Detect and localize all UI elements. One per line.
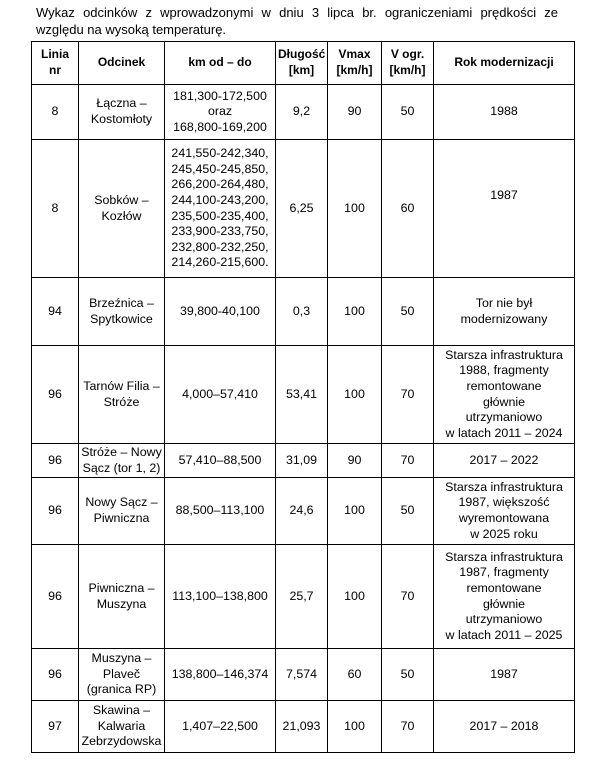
header-vmax: Vmax [km/h] — [328, 42, 382, 85]
cell-dlugosc: 0,3 — [276, 278, 328, 346]
header-linia: Linia nr — [32, 42, 79, 85]
cell-km: 4,000–57,410 — [165, 346, 276, 444]
cell-km: 113,100–138,800 — [165, 545, 276, 649]
cell-odcinek: Sobków – Kozłów — [79, 140, 165, 278]
cell-km: 138,800–146,374 — [165, 649, 276, 701]
table-row — [32, 545, 575, 649]
cell-dlugosc: 6,25 — [276, 140, 328, 278]
table-row — [32, 444, 575, 478]
cell-linia: 97 — [32, 701, 79, 753]
header-odcinek: Odcinek — [79, 42, 165, 85]
cell-rok: 1987 — [434, 140, 575, 278]
cell-vogr: 50 — [382, 85, 434, 140]
header-rok: Rok modernizacji — [434, 42, 575, 85]
cell-vmax: 100 — [328, 140, 382, 278]
cell-vmax: 100 — [328, 346, 382, 444]
table-row — [32, 649, 575, 701]
cell-dlugosc: 9,2 — [276, 85, 328, 140]
cell-dlugosc: 24,6 — [276, 478, 328, 545]
cell-dlugosc: 25,7 — [276, 545, 328, 649]
cell-rok: Starsza infrastruktura 1987, fragmenty remontowane głównie utrzymaniowo w latach 2011 – 2025 — [434, 545, 575, 649]
cell-km: 88,500–113,100 — [165, 478, 276, 545]
cell-linia: 96 — [32, 346, 79, 444]
table-row — [32, 478, 575, 545]
cell-rok: Tor nie był modernizowany — [434, 278, 575, 346]
cell-rok: Starsza infrastruktura 1988, fragmenty remontowane głównie utrzymaniowo w latach 2011 – 2024 — [434, 346, 575, 444]
cell-rok: 1988 — [434, 85, 575, 140]
cell-km: 241,550-242,340, 245,450-245,850, 266,200-264,480, 244,100-243,200, 235,500-235,400, 233,900-233,750, 232,800-232,250, 214,260-215,600. — [165, 140, 276, 278]
cell-dlugosc: 7,574 — [276, 649, 328, 701]
table-header-row — [32, 42, 575, 85]
intro-text: Wykaz odcinków z wprowadzonymi w dniu 3 lipca br. ograniczeniami prędkości ze względu na wysoką temperaturę. — [36, 5, 558, 37]
cell-linia: 94 — [32, 278, 79, 346]
table-row — [32, 346, 575, 444]
header-vogr: V ogr. [km/h] — [382, 42, 434, 85]
cell-km: 181,300-172,500 oraz 168,800-169,200 — [165, 85, 276, 140]
cell-rok: Starsza infrastruktura 1987, większość wyremontowana w 2025 roku — [434, 478, 575, 545]
speed-restrictions-table — [31, 41, 575, 753]
cell-odcinek: Brzeźnica – Spytkowice — [79, 278, 165, 346]
cell-km: 1,407–22,500 — [165, 701, 276, 753]
cell-vmax: 60 — [328, 649, 382, 701]
cell-linia: 96 — [32, 649, 79, 701]
header-dlugosc: Długość [km] — [276, 42, 328, 85]
cell-linia: 96 — [32, 545, 79, 649]
cell-vmax: 90 — [328, 444, 382, 478]
cell-odcinek: Piwniczna – Muszyna — [79, 545, 165, 649]
cell-vmax: 100 — [328, 701, 382, 753]
cell-vmax: 100 — [328, 545, 382, 649]
cell-odcinek: Łączna – Kostomłoty — [79, 85, 165, 140]
cell-odcinek: Muszyna – Plaveč (granica RP) — [79, 649, 165, 701]
cell-dlugosc: 31,09 — [276, 444, 328, 478]
cell-vmax: 100 — [328, 278, 382, 346]
cell-rok: 1987 — [434, 649, 575, 701]
cell-km: 57,410–88,500 — [165, 444, 276, 478]
cell-vogr: 70 — [382, 545, 434, 649]
cell-vogr: 50 — [382, 649, 434, 701]
cell-vmax: 100 — [328, 478, 382, 545]
table-row — [32, 85, 575, 140]
cell-odcinek: Stróże – Nowy Sącz (tor 1, 2) — [79, 444, 165, 478]
cell-odcinek: Tarnów Filia – Stróże — [79, 346, 165, 444]
header-km: km od – do — [165, 42, 276, 85]
table-row — [32, 701, 575, 753]
cell-vogr: 50 — [382, 278, 434, 346]
cell-vogr: 70 — [382, 444, 434, 478]
cell-linia: 96 — [32, 478, 79, 545]
cell-linia: 96 — [32, 444, 79, 478]
cell-linia: 8 — [32, 140, 79, 278]
cell-odcinek: Skawina – Kalwaria Zebrzydowska — [79, 701, 165, 753]
cell-vogr: 70 — [382, 701, 434, 753]
table-row — [32, 140, 575, 278]
cell-vmax: 90 — [328, 85, 382, 140]
cell-vogr: 50 — [382, 478, 434, 545]
cell-rok: 2017 – 2018 — [434, 701, 575, 753]
cell-vogr: 70 — [382, 346, 434, 444]
cell-dlugosc: 21,093 — [276, 701, 328, 753]
cell-vogr: 60 — [382, 140, 434, 278]
cell-rok: 2017 – 2022 — [434, 444, 575, 478]
cell-km: 39,800-40,100 — [165, 278, 276, 346]
cell-linia: 8 — [32, 85, 79, 140]
cell-dlugosc: 53,41 — [276, 346, 328, 444]
table-row — [32, 278, 575, 346]
cell-odcinek: Nowy Sącz – Piwniczna — [79, 478, 165, 545]
